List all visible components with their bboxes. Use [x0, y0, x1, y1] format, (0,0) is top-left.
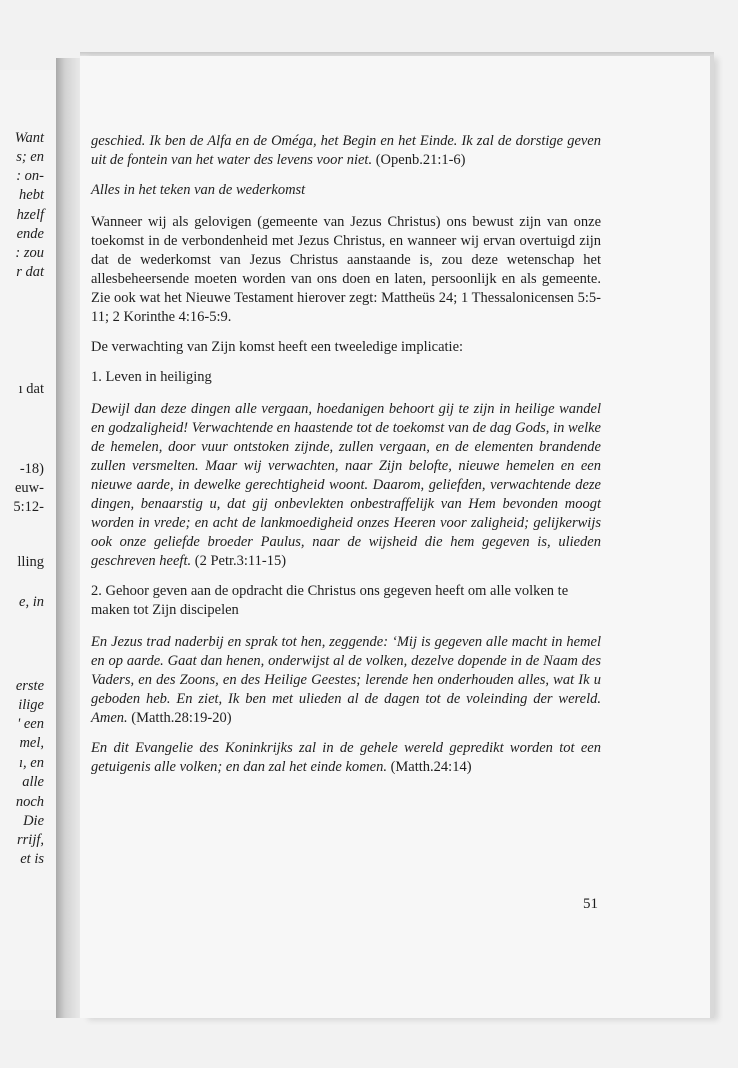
left-line: erste	[15, 678, 44, 694]
left-line: ende	[16, 226, 44, 242]
matthew-24-quote-paragraph	[91, 739, 601, 777]
left-line: ' een	[17, 716, 44, 732]
left-line: hzelf	[16, 207, 44, 223]
book-gutter-shadow	[56, 58, 82, 1018]
matthew-28-quote-paragraph	[91, 633, 601, 728]
left-line: et is	[20, 851, 44, 867]
page-content	[91, 132, 601, 788]
revelation-quote: geschied. Ik ben de Alfa en de Oméga, het Begin en het Einde. Ik zal de dorstige geven uit de fontein van het water des levens voor niet.	[91, 133, 601, 168]
left-line: e, in	[19, 594, 44, 610]
point-two-heading: 2. Gehoor geven aan de opdracht die Christus ons gegeven heeft om alle volken te maken tot Zijn discipelen	[91, 583, 569, 618]
left-line: ilige	[18, 697, 44, 713]
peter-reference: (2 Petr.3:11-15)	[194, 553, 287, 569]
section-heading: Alles in het teken van de wederkomst	[91, 182, 306, 198]
left-line: Die	[23, 813, 44, 829]
body-paragraph-implication: De verwachting van Zijn komst heeft een tweeledige implicatie:	[91, 339, 464, 355]
left-line: 5:12-	[13, 499, 44, 515]
left-line: alle	[22, 774, 44, 790]
matthew-24-quote: En dit Evangelie des Koninkrijks zal in de gehele wereld gepredikt worden tot een getuigenis alle volken; en dan zal het einde komen.	[91, 740, 601, 775]
page-number: 51	[583, 896, 598, 912]
body-paragraph-awareness: Wanneer wij als gelovigen (gemeente van Jezus Christus) ons bewust zijn van onze toekomst in de verbondenheid met Jezus Christus, en wanneer wij ervan overtuigd zijn dat de wederkomst van Jezus Christus aanstaande is, zou deze wetenschap het allesbeheersende moeten worden van ons doen en laten, persoonlijk en als gemeente. Zie ook wat het Nieuwe Testament hierover zegt: Mattheüs 24; 1 Thessalonicensen 5:5-11; 2 Korinthe 4:16-5:9.	[91, 214, 601, 325]
point-one-heading: 1. Leven in heiliging	[91, 369, 212, 385]
left-line: lling	[17, 554, 44, 570]
left-line: Want	[14, 130, 44, 146]
left-line: : zou	[15, 245, 44, 261]
left-line: hebt	[19, 187, 44, 203]
left-line: ı, en	[19, 755, 44, 771]
left-line: : on-	[16, 168, 44, 184]
left-line: ı dat	[18, 381, 44, 397]
matthew-24-reference: (Matth.24:14)	[390, 759, 472, 775]
left-page-edge	[0, 70, 58, 1010]
book-page	[80, 56, 710, 1018]
left-line: -18)	[19, 461, 44, 477]
matthew-28-reference: (Matth.28:19-20)	[131, 710, 232, 726]
revelation-reference: (Openb.21:1-6)	[375, 152, 466, 168]
left-line: mel,	[19, 735, 44, 751]
revelation-quote-paragraph	[91, 132, 601, 170]
left-line: r dat	[16, 264, 44, 280]
peter-quote-paragraph	[91, 400, 601, 571]
peter-quote: Dewijl dan deze dingen alle vergaan, hoedanigen behoort gij te zijn in heilige wandel en godzaligheid! Verwachtende en haastende tot de toekomst van de dag Gods, in welke de hemelen, door vuur ontstoken zijnde, zullen vergaan, en de elementen brandende zullen versmelten. Maar wij verwachten, naar Zijn belofte, nieuwe hemelen en een nieuwe aarde, in dewelke gerechtigheid woont. Daarom, geliefden, verwachtende deze dingen, benaarstig u, dat gij onbevlekten onbestraffelijk van Hem bevonden moogt worden in vrede; en acht de lankmoedigheid onzes Heeren voor zaligheid; gelijkerwijs ook onze geliefde broeder Paulus, naar de wijsheid die hem gegeven is, ulieden geschreven heeft.	[91, 401, 601, 569]
left-line: noch	[15, 794, 44, 810]
left-line: rrijf,	[17, 832, 44, 848]
matthew-28-quote: En Jezus trad naderbij en sprak tot hen, zeggende: ‘Mij is gegeven alle macht in hemel en op aarde. Gaat dan henen, onderwijst al de volken, dezelve dopende in de Naam des Vaders, en des Zoons, en des Heilige Geestes; lerende hen onderhouden alles, wat Ik u geboden heb. En ziet, Ik ben met ulieden al de dagen tot de voleinding der wereld. Amen.	[91, 634, 601, 726]
left-line: euw-	[15, 480, 44, 496]
left-line: s; en	[16, 149, 44, 165]
